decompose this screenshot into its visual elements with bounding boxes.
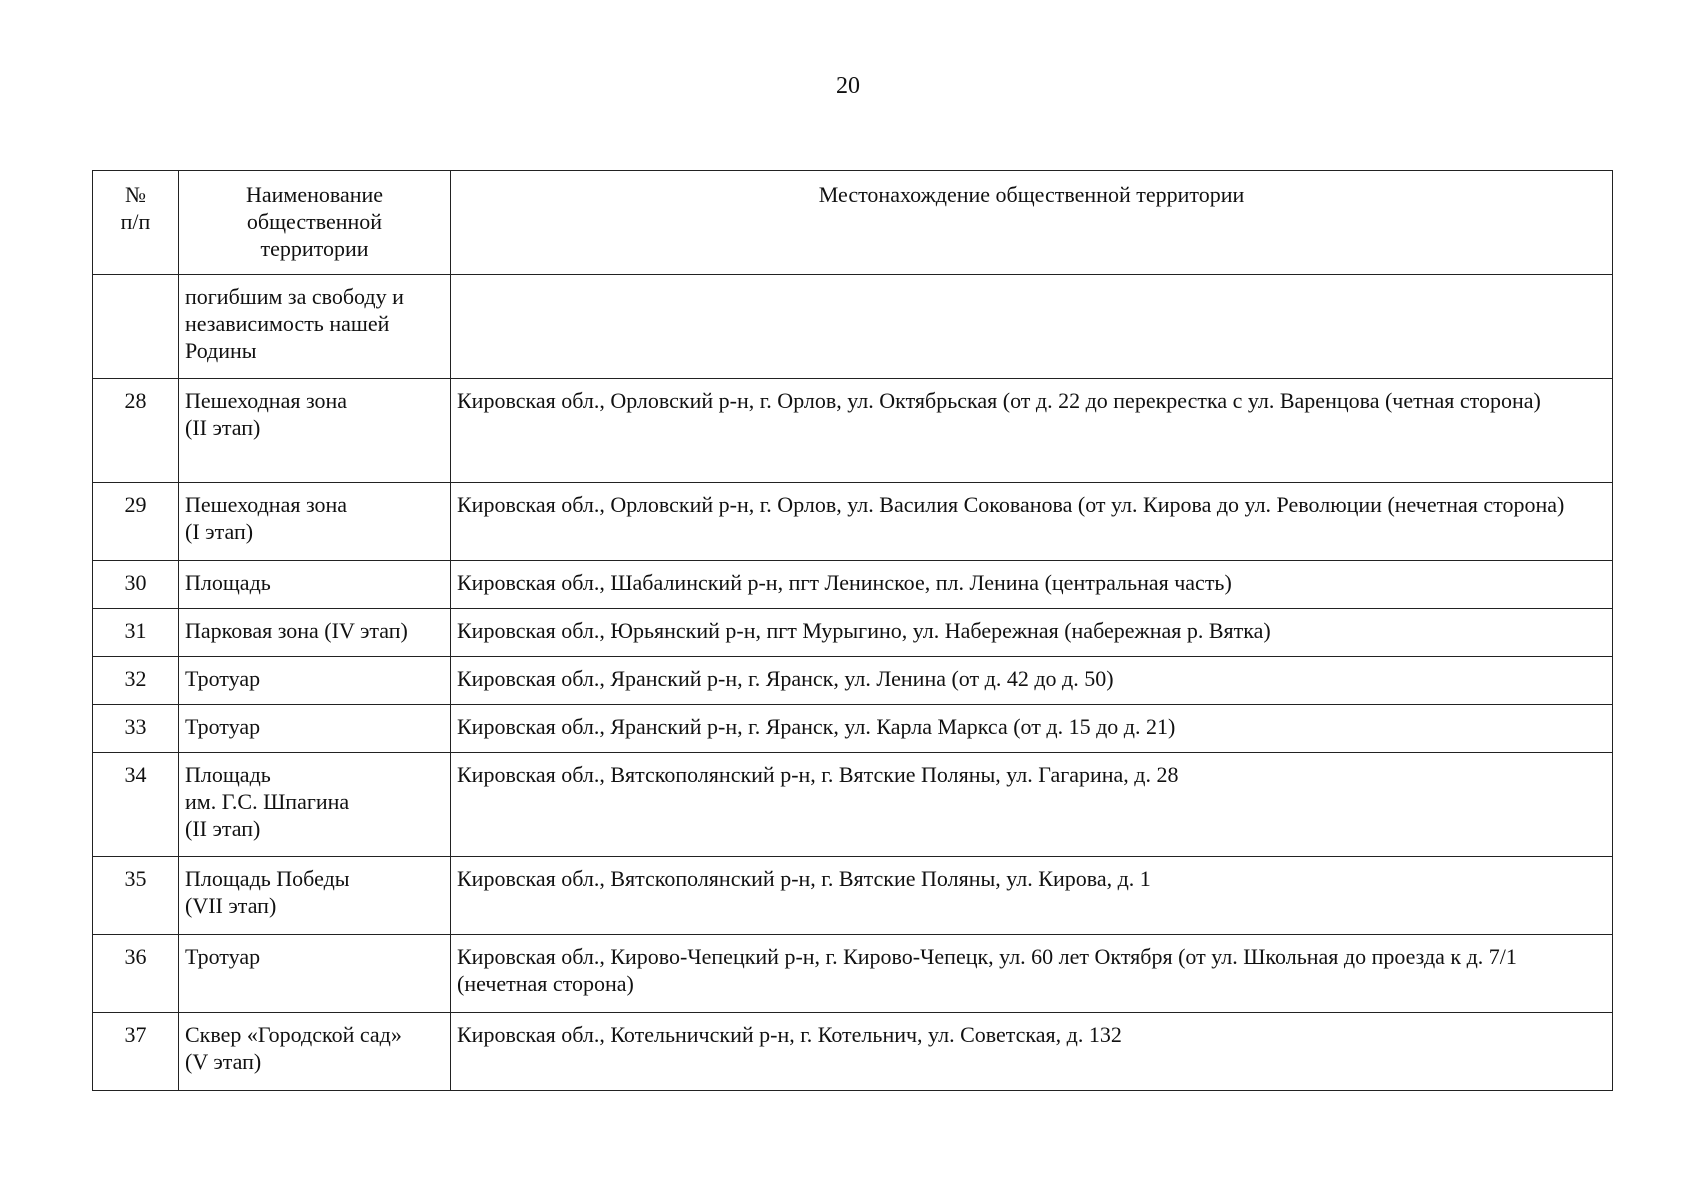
cell-location: Кировская обл., Орловский р-н, г. Орлов, ул. Василия Сокованова (от ул. Кирова до ул. Революции (нечетная сторона): [451, 483, 1613, 561]
cell-location: Кировская обл., Вятскополянский р-н, г. Вятские Поляны, ул. Гагарина, д. 28: [451, 753, 1613, 857]
cell-num: 28: [93, 379, 179, 483]
table-header-row: [93, 171, 1613, 275]
cell-name-line: (II этап): [185, 816, 261, 841]
table-row: [93, 705, 1613, 753]
cell-name-line: Сквер «Городской сад»: [185, 1022, 402, 1047]
page-number: 20: [836, 73, 860, 99]
header-location: Местонахождение общественной территории: [451, 171, 1613, 275]
cell-name: [179, 857, 451, 935]
cell-name-line: погибшим за свободу и: [185, 284, 404, 309]
cell-num: [93, 275, 179, 379]
cell-location: Кировская обл., Кирово-Чепецкий р-н, г. Кирово-Чепецк, ул. 60 лет Октября (от ул. Школьная до проезда к д. 7/1 (нечетная сторона): [451, 935, 1613, 1013]
cell-num: 33: [93, 705, 179, 753]
table-row: [93, 609, 1613, 657]
cell-location: Кировская обл., Яранский р-н, г. Яранск, ул. Ленина (от д. 42 до д. 50): [451, 657, 1613, 705]
cell-num: 31: [93, 609, 179, 657]
cell-location: [451, 275, 1613, 379]
cell-name: [179, 935, 451, 1013]
header-name-line: Наименование: [245, 182, 384, 207]
cell-name-line: (I этап): [185, 519, 254, 544]
cell-name: [179, 657, 451, 705]
table-row: [93, 857, 1613, 935]
table-row: [93, 1013, 1613, 1091]
table-row: [93, 657, 1613, 705]
header-num-line: п/п: [120, 209, 151, 234]
cell-num: 30: [93, 561, 179, 609]
cell-name-line: Площадь Победы: [185, 866, 350, 891]
cell-name: [179, 379, 451, 483]
cell-location: Кировская обл., Вятскополянский р-н, г. Вятские Поляны, ул. Кирова, д. 1: [451, 857, 1613, 935]
header-name-line: общественной: [246, 209, 383, 234]
cell-name-line: Пешеходная зона: [185, 492, 348, 517]
cell-name-line: (VII этап): [185, 893, 277, 918]
table-row: [93, 753, 1613, 857]
cell-name: [179, 483, 451, 561]
table-row: [93, 379, 1613, 483]
header-name-line: территории: [260, 236, 369, 261]
cell-name: [179, 705, 451, 753]
table-row: [93, 561, 1613, 609]
cell-name: [179, 561, 451, 609]
cell-name-line: им. Г.С. Шпагина: [185, 789, 350, 814]
cell-name-line: независимость нашей: [185, 311, 390, 336]
territories-table: [92, 170, 1613, 1091]
cell-location: Кировская обл., Орловский р-н, г. Орлов, ул. Октябрьская (от д. 22 до перекрестка с ул. Варенцова (четная сторона): [451, 379, 1613, 483]
table-row: [93, 935, 1613, 1013]
header-name: [179, 171, 451, 275]
cell-location: Кировская обл., Шабалинский р-н, пгт Ленинское, пл. Ленина (центральная часть): [451, 561, 1613, 609]
cell-name-line: Пешеходная зона: [185, 388, 348, 413]
cell-num: 29: [93, 483, 179, 561]
header-num-line: №: [125, 182, 146, 207]
cell-location: Кировская обл., Котельничский р-н, г. Котельнич, ул. Советская, д. 132: [451, 1013, 1613, 1091]
table-row: [93, 483, 1613, 561]
cell-name: [179, 1013, 451, 1091]
cell-name-line: Родины: [185, 338, 257, 363]
cell-location: Кировская обл., Яранский р-н, г. Яранск, ул. Карла Маркса (от д. 15 до д. 21): [451, 705, 1613, 753]
header-num: [93, 171, 179, 275]
cell-location: Кировская обл., Юрьянский р-н, пгт Мурыгино, ул. Набережная (набережная р. Вятка): [451, 609, 1613, 657]
cell-num: 37: [93, 1013, 179, 1091]
cell-name-line: (V этап): [185, 1049, 262, 1074]
cell-name-line: Тротуар: [185, 944, 261, 969]
cell-num: 36: [93, 935, 179, 1013]
cell-num: 35: [93, 857, 179, 935]
cell-name-line: (II этап): [185, 415, 261, 440]
cell-name: [179, 609, 451, 657]
cell-num: 34: [93, 753, 179, 857]
table-row-continuation: [93, 275, 1613, 379]
cell-name-line: Площадь: [185, 762, 271, 787]
cell-name: [179, 275, 451, 379]
cell-name-line: Тротуар: [185, 714, 261, 739]
cell-name: [179, 753, 451, 857]
cell-name-line: Тротуар: [185, 666, 261, 691]
cell-name-line: Площадь: [185, 570, 271, 595]
cell-name-line: Парковая зона (IV этап): [185, 618, 408, 643]
cell-num: 32: [93, 657, 179, 705]
